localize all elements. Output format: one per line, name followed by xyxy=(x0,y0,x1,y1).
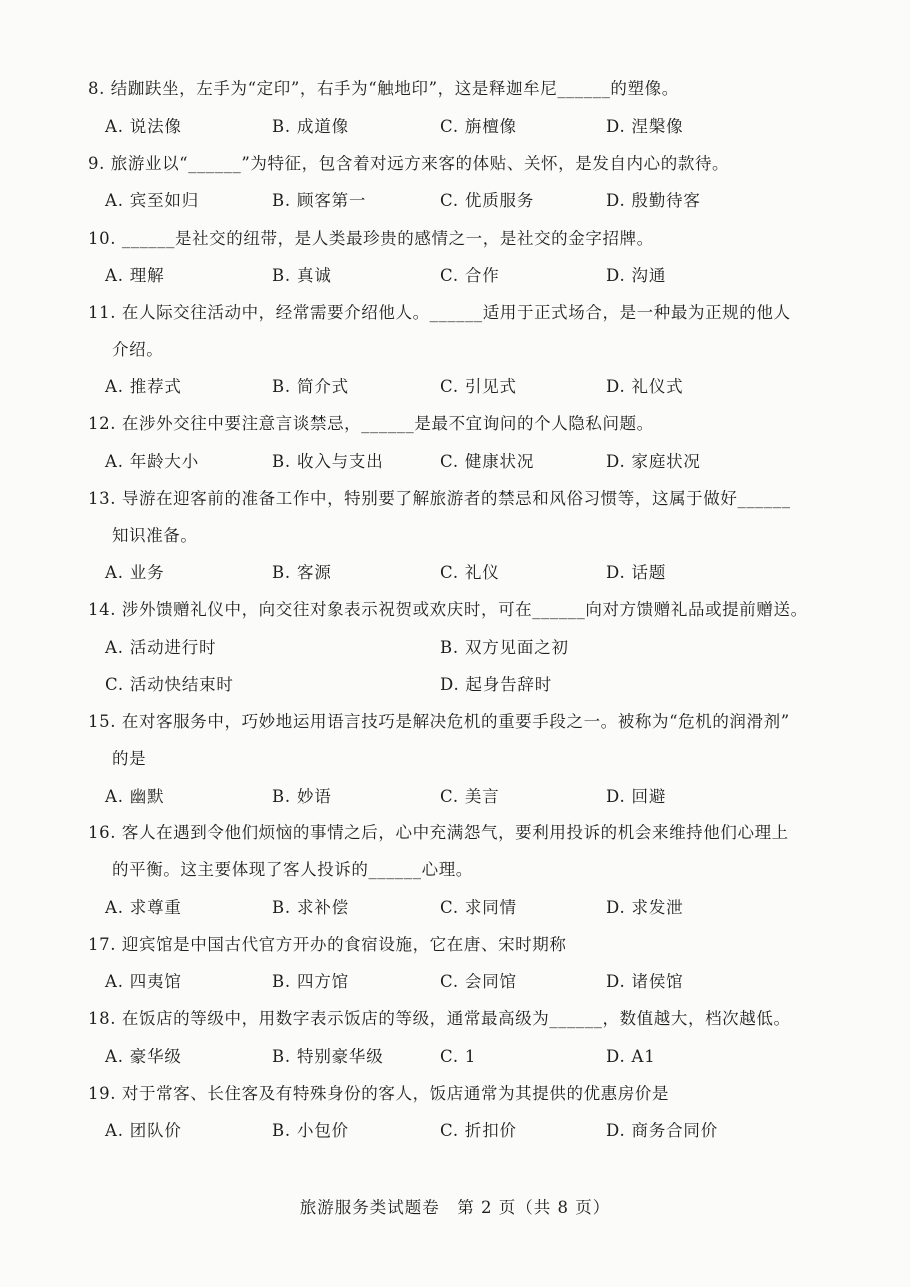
q12-option-c: C. 健康状况 xyxy=(440,452,535,471)
q17-option-d: D. 诸侯馆 xyxy=(606,972,684,991)
question-15-stem: 15. 在对客服务中，巧妙地运用语言技巧是解决危机的重要手段之一。被称为“危机的润滑剂” xyxy=(88,712,790,731)
question-12-stem: 12. 在涉外交往中要注意言谈禁忌，______是最不宜询问的个人隐私问题。 xyxy=(88,414,654,433)
q18-option-a: A. 豪华级 xyxy=(105,1047,182,1066)
q11-option-a: A. 推荐式 xyxy=(105,377,182,396)
question-16-stem-cont: 的平衡。这主要体现了客人投诉的______心理。 xyxy=(112,860,473,879)
q12-option-d: D. 家庭状况 xyxy=(606,452,701,471)
question-16-stem: 16. 客人在遇到令他们烦恼的事情之后，心中充满怨气，要利用投诉的机会来维持他们心理上 xyxy=(88,823,789,842)
q13-option-a: A. 业务 xyxy=(105,563,165,582)
question-13-stem: 13. 导游在迎客前的准备工作中，特别要了解旅游者的禁忌和风俗习惯等，这属于做好______ xyxy=(88,489,791,508)
q16-option-c: C. 求同情 xyxy=(440,898,517,917)
question-11-stem-cont: 介绍。 xyxy=(112,340,164,359)
q15-option-d: D. 回避 xyxy=(606,787,667,806)
q11-option-d: D. 礼仪式 xyxy=(606,377,684,396)
q10-option-b: B. 真诚 xyxy=(272,266,332,285)
question-11-stem: 11. 在人际交往活动中，经常需要介绍他人。______适用于正式场合，是一种最为正规的他人 xyxy=(88,303,791,322)
question-18-stem: 18. 在饭店的等级中，用数字表示饭店的等级，通常最高级为______，数值越大，档次越低。 xyxy=(88,1009,791,1028)
q18-option-d: D. A1 xyxy=(606,1047,656,1066)
q19-option-d: D. 商务合同价 xyxy=(606,1121,719,1140)
q13-option-b: B. 客源 xyxy=(272,563,332,582)
q19-option-c: C. 折扣价 xyxy=(440,1121,517,1140)
q18-option-b: B. 特别豪华级 xyxy=(272,1047,384,1066)
q17-option-a: A. 四夷馆 xyxy=(105,972,182,991)
q17-option-c: C. 会同馆 xyxy=(440,972,517,991)
q15-option-c: C. 美言 xyxy=(440,787,500,806)
page-footer: 旅游服务类试题卷 第 2 页（共 8 页） xyxy=(299,1198,611,1217)
q14-option-c: C. 活动快结束时 xyxy=(105,675,234,694)
q19-option-a: A. 团队价 xyxy=(105,1121,182,1140)
q14-option-a: A. 活动进行时 xyxy=(105,638,217,657)
q9-option-c: C. 优质服务 xyxy=(440,191,535,210)
question-19-stem: 19. 对于常客、长住客及有特殊身份的客人，饭店通常为其提供的优惠房价是 xyxy=(88,1084,670,1103)
q16-option-b: B. 求补偿 xyxy=(272,898,349,917)
question-10-stem: 10. ______是社交的纽带，是人类最珍贵的感情之一，是社交的金字招牌。 xyxy=(88,229,654,248)
q9-option-a: A. 宾至如归 xyxy=(105,191,200,210)
question-14-stem: 14. 涉外馈赠礼仪中，向交往对象表示祝贺或欢庆时，可在______向对方馈赠礼品或提前赠送。 xyxy=(88,600,808,619)
q18-option-c: C. 1 xyxy=(440,1047,477,1066)
q8-option-d: D. 涅槃像 xyxy=(606,117,684,136)
q10-option-a: A. 理解 xyxy=(105,266,165,285)
question-17-stem: 17. 迎宾馆是中国古代官方开办的食宿设施，它在唐、宋时期称 xyxy=(88,935,567,954)
q14-option-d: D. 起身告辞时 xyxy=(440,675,553,694)
q10-option-c: C. 合作 xyxy=(440,266,500,285)
question-8-stem: 8. 结跏趺坐，左手为“定印”，右手为“触地印”，这是释迦牟尼______的塑像。 xyxy=(88,79,679,98)
q16-option-d: D. 求发泄 xyxy=(606,898,684,917)
q9-option-d: D. 殷勤待客 xyxy=(606,191,701,210)
question-9-stem: 9. 旅游业以“______”为特征，包含着对远方来客的体贴、关怀，是发自内心的款待。 xyxy=(88,154,730,173)
q13-option-c: C. 礼仪 xyxy=(440,563,500,582)
q17-option-b: B. 四方馆 xyxy=(272,972,349,991)
q10-option-d: D. 沟通 xyxy=(606,266,667,285)
q16-option-a: A. 求尊重 xyxy=(105,898,182,917)
q15-option-b: B. 妙语 xyxy=(272,787,332,806)
q12-option-a: A. 年龄大小 xyxy=(105,452,200,471)
q9-option-b: B. 顾客第一 xyxy=(272,191,367,210)
q11-option-b: B. 简介式 xyxy=(272,377,349,396)
q13-option-d: D. 话题 xyxy=(606,563,667,582)
q8-option-a: A. 说法像 xyxy=(105,117,182,136)
q12-option-b: B. 收入与支出 xyxy=(272,452,384,471)
q15-option-a: A. 幽默 xyxy=(105,787,165,806)
q19-option-b: B. 小包价 xyxy=(272,1121,349,1140)
q14-option-b: B. 双方见面之初 xyxy=(440,638,569,657)
question-15-stem-cont: 的是 xyxy=(112,749,147,768)
question-13-stem-cont: 知识准备。 xyxy=(112,526,198,545)
q11-option-c: C. 引见式 xyxy=(440,377,517,396)
q8-option-c: C. 旃檀像 xyxy=(440,117,517,136)
q8-option-b: B. 成道像 xyxy=(272,117,349,136)
